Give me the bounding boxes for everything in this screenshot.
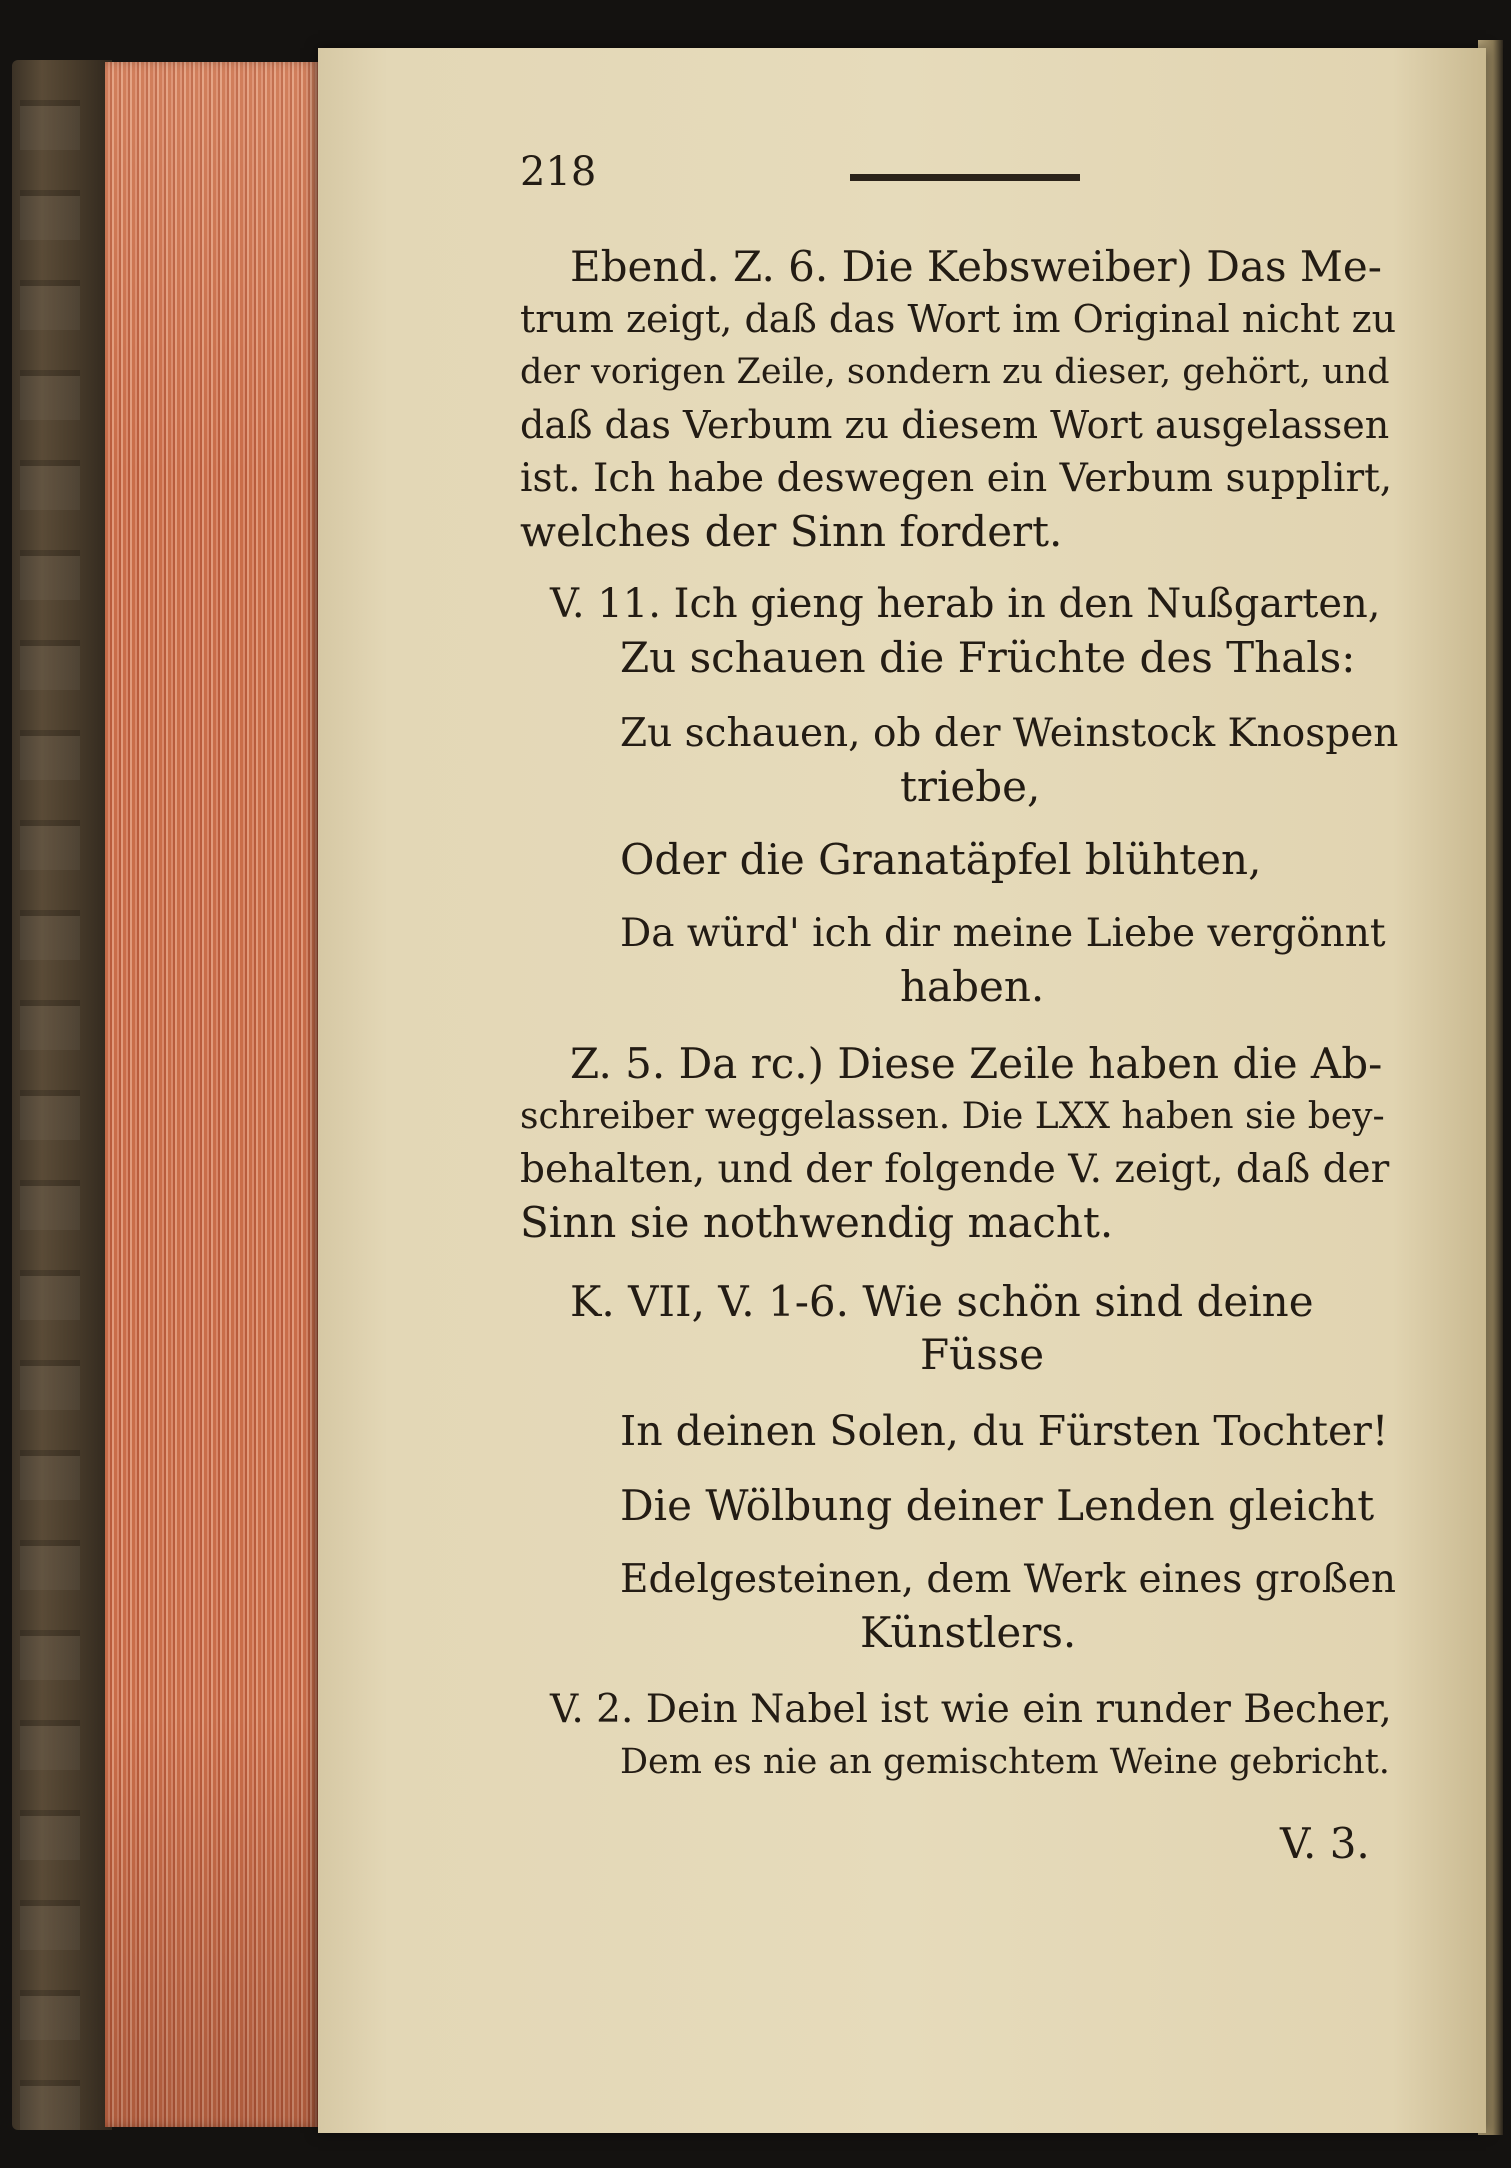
text-line: ist. Ich habe deswegen ein Verbum supplirt, (520, 456, 1393, 501)
text-line: trum zeigt, daß das Wort im Original nicht zu (520, 297, 1397, 341)
page-number: 218 (520, 149, 597, 195)
text-line: Ebend. Z. 6. Die Kebsweiber) Das Me- (570, 242, 1382, 291)
header-rule (850, 174, 1080, 181)
text-line: behalten, und der folgende V. zeigt, daß der (520, 1147, 1390, 1192)
verse-line: Die Wölbung deiner Lenden gleicht (620, 1481, 1375, 1530)
verse-line: K. VII, V. 1-6. Wie schön sind deine (570, 1277, 1314, 1326)
verse-line: Da würd' ich dir meine Liebe vergönnt (620, 911, 1386, 956)
text-line: der vorigen Zeile, sondern zu dieser, gehört, und (520, 352, 1390, 392)
book-cover (12, 60, 112, 2130)
verse-line: Zu schauen die Früchte des Thals: (620, 633, 1356, 682)
verse-line: V. 11. Ich gieng herab in den Nußgarten, (550, 581, 1381, 627)
verse-line: triebe, (900, 762, 1041, 811)
text-line: schreiber weggelassen. Die LXX haben sie bey- (520, 1096, 1385, 1137)
text-line: daß das Verbum zu diesem Wort ausgelassen (520, 403, 1390, 447)
text-line: Z. 5. Da rc.) Diese Zeile haben die Ab- (570, 1039, 1383, 1088)
verse-line: Oder die Granatäpfel blühten, (620, 835, 1262, 884)
page-header (520, 149, 1400, 195)
text-line: welches der Sinn fordert. (520, 507, 1063, 556)
verse-line: Zu schauen, ob der Weinstock Knospen (620, 711, 1399, 756)
verse-line: V. 2. Dein Nabel ist wie ein runder Becher, (550, 1687, 1392, 1732)
verse-line: Künstlers. (860, 1608, 1077, 1657)
verse-line: Dem es nie an gemischtem Weine gebricht. (620, 1742, 1390, 1782)
page-edges (105, 62, 320, 2127)
text-line: Sinn sie nothwendig macht. (520, 1198, 1114, 1247)
verse-line: In deinen Solen, du Fürsten Tochter! (620, 1407, 1389, 1455)
catchword: V. 3. (1280, 1819, 1370, 1868)
verse-line: Füsse (920, 1330, 1045, 1379)
verse-line: haben. (900, 962, 1045, 1011)
verse-line: Edelgesteinen, dem Werk eines großen (620, 1557, 1396, 1602)
